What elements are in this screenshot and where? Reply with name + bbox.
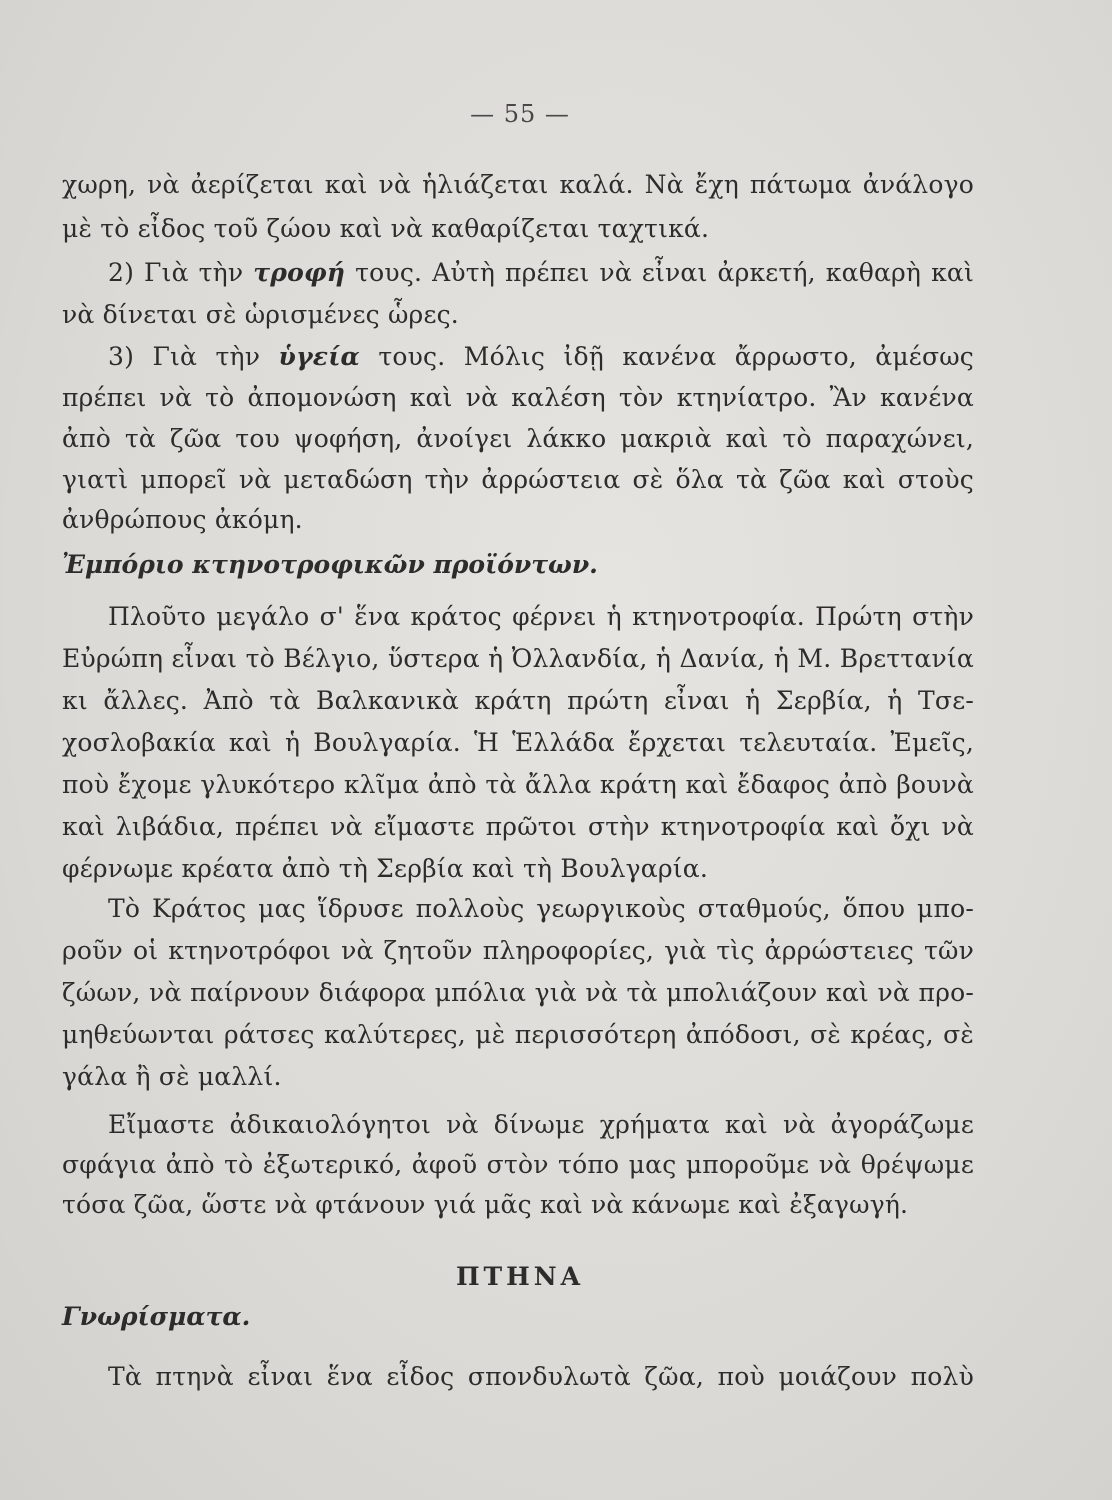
text-fragment: 2) Γιὰ τὴν bbox=[108, 258, 254, 287]
chapter-heading-birds: ΠΤΗΝΑ bbox=[455, 1262, 585, 1291]
text-line: ποὺ ἔχομε γλυκότερο κλῖμα ἀπὸ τὰ ἄλλα κράτη καὶ ἔδαφος ἀπὸ βουνὰ bbox=[62, 770, 974, 799]
text-line: Εὐρώπη εἶναι τὸ Βέλγιο, ὕστερα ἡ Ὀλλανδία, ἡ Δανία, ἡ Μ. Βρεττανία bbox=[62, 644, 974, 673]
text-line: γιατὶ μπορεῖ νὰ μεταδώση τὴν ἀρρώστεια σὲ ὅλα τὰ ζῶα καὶ στοὺς bbox=[62, 465, 974, 494]
text-line: νὰ δίνεται σὲ ὡρισμένες ὧρες. bbox=[62, 300, 459, 329]
text-fragment: τους. Μόλις ἰδῇ κανένα ἄρρωστο, ἀμέσως bbox=[359, 342, 974, 371]
text-line: ζώων, νὰ παίρνουν διάφορα μπόλια γιὰ νὰ τὰ μπολιάζουν καὶ νὰ προ- bbox=[62, 978, 974, 1007]
list-item-health bbox=[62, 340, 974, 374]
text-line: σφάγια ἀπὸ τὸ ἐξωτερικό, ἀφοῦ στὸν τόπο μας μποροῦμε νὰ θρέψωμε bbox=[62, 1150, 974, 1179]
text-line: μηθεύωνται ράτσες καλύτερες, μὲ περισσότερη ἀπόδοσι, σὲ κρέας, σὲ bbox=[62, 1020, 974, 1049]
text-line: γάλα ἢ σὲ μαλλί. bbox=[62, 1062, 282, 1091]
emphasis-health: ὑγεία bbox=[278, 342, 360, 371]
text-fragment: 3) Γιὰ τὴν bbox=[108, 342, 279, 371]
text-line: κι ἄλλες. Ἀπὸ τὰ Βαλκανικὰ κράτη πρώτη εἶναι ἡ Σερβία, ἡ Τσε- bbox=[62, 686, 974, 715]
text-fragment: τους. Αὐτὴ πρέπει νὰ εἶναι ἀρκετή, καθαρὴ καὶ bbox=[345, 258, 974, 287]
list-item-food bbox=[62, 256, 974, 290]
text-line: Τὰ πτηνὰ εἶναι ἕνα εἶδος σπονδυλωτὰ ζῶα, ποὺ μοιάζουν πολὺ bbox=[108, 1362, 974, 1391]
emphasis-food: τροφή bbox=[253, 258, 346, 287]
text-line: πρέπει νὰ τὸ ἀπομονώση καὶ νὰ καλέση τὸν κτηνίατρο. Ἂν κανένα bbox=[62, 383, 974, 412]
text-line: ἀπὸ τὰ ζῶα του ψοφήση, ἀνοίγει λάκκο μακριὰ καὶ τὸ παραχώνει, bbox=[62, 424, 974, 453]
text-line: φέρνωμε κρέατα ἀπὸ τὴ Σερβία καὶ τὴ Βουλγαρία. bbox=[62, 854, 709, 883]
text-line: μὲ τὸ εἶδος τοῦ ζώου καὶ νὰ καθαρίζεται ταχτικά. bbox=[62, 214, 710, 243]
text-line: χωρη, νὰ ἀερίζεται καὶ νὰ ἡλιάζεται καλά. Νὰ ἔχη πάτωμα ἀνάλογο bbox=[62, 170, 974, 199]
text-line: τόσα ζῶα, ὥστε νὰ φτάνουν γιά μᾶς καὶ νὰ κάνωμε καὶ ἐξαγωγή. bbox=[62, 1190, 909, 1219]
text-line: ἀνθρώπους ἀκόμη. bbox=[62, 505, 303, 534]
text-line: ροῦν οἱ κτηνοτρόφοι νὰ ζητοῦν πληροφορίες, γιὰ τὶς ἀρρώστειες τῶν bbox=[62, 936, 974, 965]
text-line: Εἴμαστε ἀδικαιολόγητοι νὰ δίνωμε χρήματα καὶ νὰ ἀγοράζωμε bbox=[108, 1110, 974, 1139]
text-line: καὶ λιβάδια, πρέπει νὰ εἴμαστε πρῶτοι στὴν κτηνοτροφία καὶ ὄχι νὰ bbox=[62, 812, 974, 841]
section-heading-trade: Ἐμπόριο κτηνοτροφικῶν προϊόντων. bbox=[62, 550, 598, 579]
page-number: — 55 — bbox=[470, 100, 570, 128]
text-line: Τὸ Κράτος μας ἵδρυσε πολλοὺς γεωργικοὺς σταθμούς, ὅπου μπο- bbox=[108, 894, 974, 923]
section-heading-features: Γνωρίσματα. bbox=[62, 1302, 251, 1331]
text-line: Πλοῦτο μεγάλο σ' ἕνα κράτος φέρνει ἡ κτηνοτροφία. Πρώτη στὴν bbox=[108, 602, 974, 631]
text-line: χοσλοβακία καὶ ἡ Βουλγαρία. Ἡ Ἑλλάδα ἔρχεται τελευταία. Ἐμεῖς, bbox=[62, 728, 974, 757]
